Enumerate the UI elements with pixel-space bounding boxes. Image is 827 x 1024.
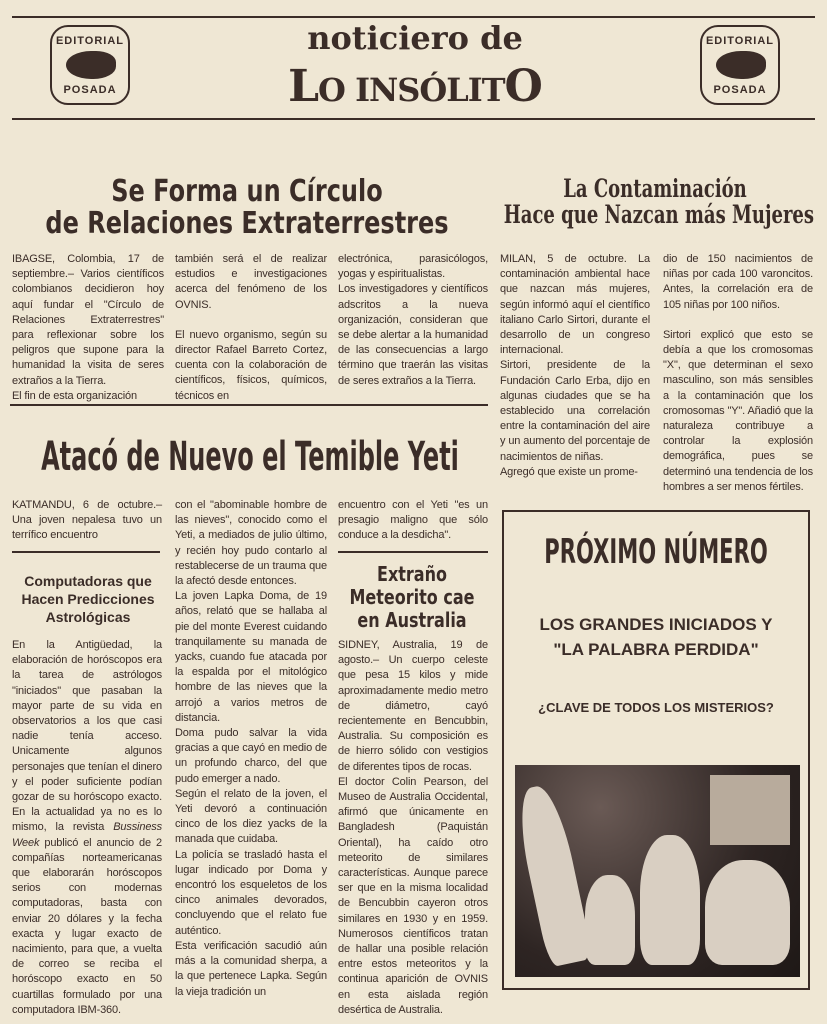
- paragraph: electrónica, parasicólogos, yogas y espiritualistas.: [338, 253, 488, 281]
- paragraph: Doma pudo salvar la vida gracias a que cayó en medio de un profundo charco, del que pudo emerger a nado.: [175, 727, 327, 785]
- yeti-col1: [12, 498, 162, 544]
- headline-line: La Contaminación: [563, 174, 747, 203]
- paragraph: Sirtori explicó que esto se debía a que los cromosomas "X", que determinan el sexo masculino, son más sensibles a la contaminación que los cromosomas "Y". Añadió que la naturaleza contribuye a controlar la explosión demográfica, pues se determinó una tendencia de los hombres a ser menos fértiles.: [663, 328, 813, 493]
- meteorito-body: [338, 638, 488, 1018]
- editorial-posada-logo-right: [700, 25, 780, 105]
- masthead-rule: [12, 118, 815, 120]
- paragraph: Esta verificación sacudió aún más a la comunidad sherpa, a la que pertenece Lapka. Según la vieja tradición un: [175, 939, 327, 998]
- subtitle-line: "LA PALABRA PERDIDA": [553, 640, 759, 659]
- logo-text-bottom: POSADA: [713, 84, 767, 96]
- logo-text-top: EDITORIAL: [55, 35, 125, 47]
- headline-line: Hace que Nazcan más Mujeres: [503, 200, 815, 230]
- text: En la Antigüedad, la elaboración de horóscopos era la tarea de astrólogos "iniciados" que pasaban la mayor parte de su vida en observatorios a los que casi nadie tenía acceso. Unicamente algunos personajes que tenían el dinero y el poder suficiente podían gozar de su horóscopo exacto. En la actualidad ya no es lo mismo, la revista: [12, 639, 162, 834]
- masthead-line2: [230, 62, 600, 115]
- masthead-line1: noticiero de: [307, 19, 523, 57]
- section-rule: [10, 404, 488, 406]
- subtitle-line: LOS GRANDES INICIADOS Y: [539, 615, 773, 634]
- paragraph: dio de 150 nacimientos de niñas por cada 100 varoncitos. Antes, la correlación era de 105 niñas por 100 niños.: [663, 253, 813, 311]
- paragraph: MILAN, 5 de octubre. La contaminación ambiental hace que nazcan más mujeres, según informó aquí el científico italiano Carlo Sirtori, durante el desarrollo de un congreso internacional.: [500, 253, 650, 357]
- proximo-question: ¿CLAVE DE TODOS LOS MISTERIOS?: [538, 700, 774, 715]
- section-rule: [338, 551, 488, 553]
- meteorito-headline: Extraño Meteorito cae en Australia: [349, 562, 475, 632]
- paragraph: Agregó que existe un prome-: [500, 465, 638, 478]
- proximo-subtitle: [502, 612, 810, 662]
- text: publicó el anuncio de 2 compañías norteamericanas que elaborarán horóscopos serios con modernas computadoras, basta con enviar 20 dólares y la fecha exacta y lugar exacto de nacimiento, para que, a vuelta de correo se reciba el horóscopo exacto en 50 cuartillas formulado por una computadora IBM-360.: [12, 836, 162, 1016]
- yeti-headline: Atacó de Nuevo el Temible Yeti: [41, 434, 459, 480]
- paragraph: encuentro con el Yeti "es un presagio maligno que sólo conduce a la desdicha".: [338, 499, 488, 542]
- engraving-illustration: [515, 765, 800, 977]
- paragraph: La policía se trasladó hasta el lugar indicado por Doma y encontró los esqueletos de los cinco animales devorados, concluyendo que el relato fue auténtico.: [175, 848, 327, 937]
- paragraph: con el "abominable hombre de las nieves", conocido como el Yeti, a mediados de julio último, y recién hoy pudo contarlo al restablecerse de un trauma que la afectó desde entonces.: [175, 499, 327, 588]
- circulo-headline: [23, 176, 471, 239]
- computadoras-body: [12, 638, 162, 1018]
- paragraph: Sirtori, presidente de la Fundación Carlo Erba, dijo en algunas ciudades que se ha establecido una correlación entre la contaminación del aire y un aumento del porcentaje de nacimientos de niñas.: [500, 359, 650, 463]
- yeti-col2: [175, 498, 327, 1000]
- masthead-letter: O: [504, 61, 542, 112]
- masthead-letter: L: [288, 61, 319, 112]
- section-rule: [12, 551, 160, 553]
- skull-icon: [66, 51, 116, 79]
- paragraph: SIDNEY, Australia, 19 de agosto.– Un cuerpo celeste que pesa 15 kilos y mide aproximadamente medio metro de diámetro, cayó recientemente en Bencubbin, Australia. Su composición es de hierro sólido con vestigios de diferentes tipos de rocas.: [338, 639, 488, 773]
- magazine-name: Bussiness Week: [12, 821, 162, 849]
- paragraph: El fin de esta organización: [12, 389, 137, 402]
- paragraph: [12, 638, 162, 1018]
- yeti-col3: [338, 498, 488, 544]
- paragraph: La joven Lapka Doma, de 19 años, relató que se hallaba al pie del monte Everest cuidando tranquilamente su manada de yacks, cuando fue atacada por la espalda por el mitológico hombre de las nieves que la arrojó a varios metros de distancia.: [175, 590, 327, 724]
- editorial-posada-logo-left: [50, 25, 130, 105]
- paragraph: Los investigadores y científicos adscritos a la nueva organización, consideran que se debe alertar a la humanidad de las consecuencias a largo término que traerán las visitas de seres extraños a la Tierra.: [338, 283, 488, 387]
- circulo-col3: [338, 252, 488, 389]
- paragraph: El doctor Colin Pearson, del Museo de Australia Occidental, afirmó que únicamente en Bangladesh (Paquistán Oriental), ha caído otro meteorito de similares características. Aunque parece ser que en la misma localidad de Bencubbin cayeron otros similares en 1930 y en 1959. Numerosos científicos tratan de hallar una posible relación entre estos meteoritos y la continua aparición de OVNIS en esta aislada región desértica de Australia.: [338, 775, 488, 1016]
- paragraph: KATMANDU, 6 de octubre.– Una joven nepalesa tuvo un terrífico encuentro: [12, 499, 162, 542]
- skull-icon: [716, 51, 766, 79]
- contaminacion-col2: [663, 252, 813, 495]
- paragraph: IBAGSE, Colombia, 17 de septiembre.– Varios científicos colombianos decidieron hoy aquí fundar el "Círculo de Relaciones Extraterrestres" para reflexionar sobre los peligros que supone para la humanidad la visita de seres extraños a la Tierra.: [12, 253, 164, 387]
- logo-text-bottom: POSADA: [63, 84, 117, 96]
- paragraph: también será el de realizar estudios e investigaciones acerca del fenómeno de los OVNIS.: [175, 253, 327, 311]
- contaminacion-headline: [503, 174, 815, 230]
- proximo-title: PRÓXIMO NÚMERO: [544, 532, 768, 572]
- top-rule: [12, 16, 815, 18]
- contaminacion-col1: [500, 252, 650, 480]
- paragraph: El nuevo organismo, según su director Rafael Barreto Cortez, cuenta con la colaboración de científicos, físicos, químicos, técnicos en: [175, 328, 327, 402]
- masthead-word: INSÓLIT: [355, 71, 505, 109]
- computadoras-headline: Computadoras que Hacen Predicciones Astrológicas: [21, 573, 155, 625]
- masthead-letter: O: [318, 71, 356, 109]
- logo-text-top: EDITORIAL: [705, 35, 775, 47]
- headline-line: de Relaciones Extraterrestres: [45, 205, 449, 241]
- paragraph: Según el relato de la joven, el Yeti devoró a continuación cinco de los diez yacks de la manada que cuidaba.: [175, 787, 327, 846]
- headline-line: Se Forma un Círculo: [111, 174, 383, 209]
- circulo-col2: [175, 252, 327, 404]
- circulo-col1: [12, 252, 164, 404]
